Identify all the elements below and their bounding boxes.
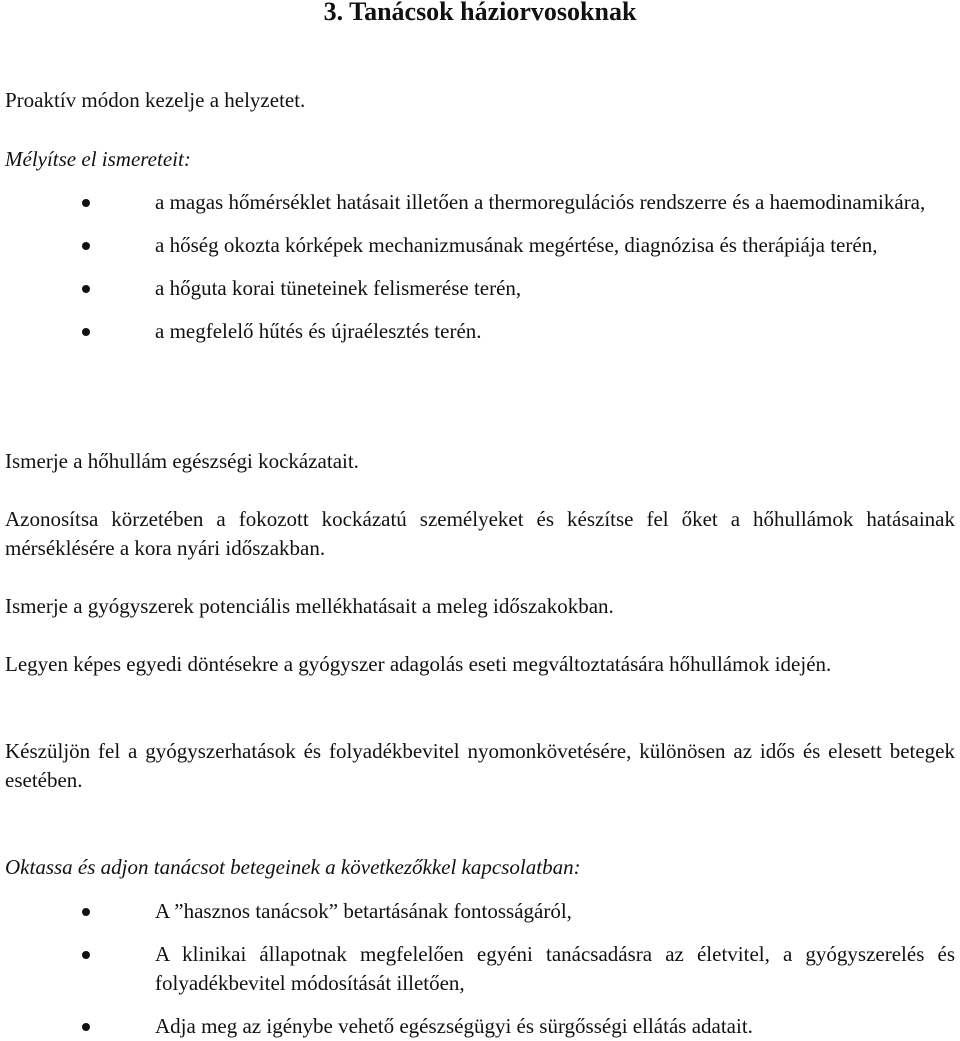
bullet-icon (82, 908, 90, 916)
bullet-icon (82, 285, 90, 293)
deepen-heading: Mélyítse el ismereteit: (5, 147, 191, 171)
bullet-icon (82, 1023, 90, 1031)
bullet-icon (82, 242, 90, 250)
list-item: a magas hőmérséklet hatásait illetően a thermoregulációs rendszerre és a haemodinamikára, (0, 188, 960, 217)
list-item: Adja meg az igénybe vehető egészségügyi és sürgősségi ellátás adatait. (0, 1012, 960, 1041)
list-item: a hőguta korai tüneteinek felismerése terén, (0, 274, 960, 303)
list-item: a hőség okozta kórképek mechanizmusának megértése, diagnózisa és therápiája terén, (0, 231, 960, 260)
paragraph-drugs: Ismerje a gyógyszerek potenciális mellékhatásait a meleg időszakokban. (5, 594, 614, 618)
paragraph-proactive: Proaktív módon kezelje a helyzetet. (5, 88, 306, 112)
list-item: a megfelelő hűtés és újraélesztés terén. (0, 317, 960, 346)
list-item: A klinikai állapotnak megfelelően egyéni tanácsadásra az életvitel, a gyógyszerelés és folyadékbevitel módosítását illetően, (0, 940, 960, 998)
deepen-list (0, 188, 960, 346)
bullet-icon (82, 328, 90, 336)
paragraph-risks: Ismerje a hőhullám egészségi kockázatait. (5, 449, 359, 473)
educate-heading: Oktassa és adjon tanácsot betegeinek a következőkkel kapcsolatban: (5, 855, 581, 879)
page-title: 3. Tanácsok háziorvosoknak (323, 0, 637, 26)
paragraph-identify: Azonosítsa körzetében a fokozott kockázatú személyeket és készítse fel őket a hőhullámok hatásainak mérséklésére a kora nyári időszakban. (5, 507, 955, 560)
bullet-icon (82, 951, 90, 959)
paragraph-monitoring: Készüljön fel a gyógyszerhatások és folyadékbevitel nyomonkövetésére, különösen az idős és elesett betegek esetében. (5, 739, 955, 792)
bullet-icon (82, 199, 90, 207)
paragraph-decisions: Legyen képes egyedi döntésekre a gyógyszer adagolás eseti megváltoztatására hőhullámok idején. (5, 652, 832, 676)
educate-list (0, 897, 960, 1041)
list-item: A ”hasznos tanácsok” betartásának fontosságáról, (0, 897, 960, 926)
